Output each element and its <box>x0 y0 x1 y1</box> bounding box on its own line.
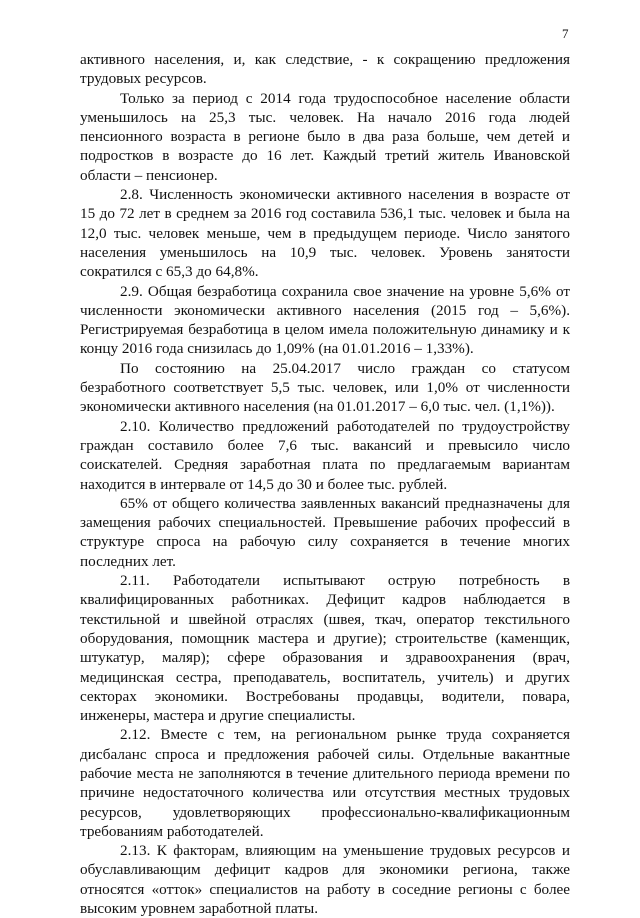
paragraph-2-10: 2.10. Количество предложений работодателей по трудоустройству граждан составило более 7,6 тыс. вакансий и превысило число соискателей. Средняя заработная плата по предлагаемым вариантам находится в интервале от 14,5 до 30 и более тыс. рублей. <box>80 417 570 493</box>
paragraph-population-decline: Только за период с 2014 года трудоспособное население области уменьшилось на 25,3 тыс. человек. На начало 2016 года людей пенсионного возраста в регионе было в два раза больше, чем детей и подростков в возрасте до 16 лет. Каждый третий житель Ивановской области – пенсионер. <box>80 89 570 184</box>
paragraph-2-8: 2.8. Численность экономически активного населения в возрасте от 15 до 72 лет в среднем за 2016 год составила 536,1 тыс. человек и была на 12,0 тыс. человек меньше, чем в предыдущем периоде. Число занятого населения уменьшилось на 10,9 тыс. человек. Уровень занятости сократился с 65,3 до 64,8%. <box>80 186 570 281</box>
document-body <box>80 50 570 918</box>
paragraph-unemployed-status: По состоянию на 25.04.2017 число граждан со статусом безработного соответствует 5,5 тыс. человек, или 1,0% от численности экономически активного населения (на 01.01.2017 – 6,0 тыс. чел. (1,1%)). <box>80 359 570 416</box>
paragraph-2-13: 2.13. К факторам, влияющим на уменьшение трудовых ресурсов и обуславливающим дефицит кадров для экономики региона, также относятся «отток» специалистов на работу в соседние регионы с более высоким уровнем заработной платы. <box>80 842 570 918</box>
page-number: 7 <box>562 26 569 41</box>
paragraph-continuation: активного населения, и, как следствие, - к сокращению предложения трудовых ресурсов. <box>80 51 570 88</box>
paragraph-2-12: 2.12. Вместе с тем, на региональном рынке труда сохраняется дисбаланс спроса и предложения рабочей силы. Отдельные вакантные рабочие места не заполняются в течение длительного периода времени по причине недостаточного количества или отсутствия местных трудовых ресурсов, удовлетворяющих профессионально-квалификационным требованиям работодателей. <box>80 726 570 840</box>
paragraph-vacancies-share: 65% от общего количества заявленных вакансий предназначены для замещения рабочих специальностей. Превышение рабочих профессий в структуре спроса на рабочую силу сохраняется в течение многих последних лет. <box>80 494 570 570</box>
paragraph-2-9: 2.9. Общая безработица сохранила свое значение на уровне 5,6% от численности экономически активного населения (2015 год – 5,6%). Регистрируемая безработица в целом имела положительную динамику и к концу 2016 года снизилась до 1,09% (на 01.01.2016 – 1,33%). <box>80 282 570 358</box>
paragraph-2-11: 2.11. Работодатели испытывают острую потребность в квалифицированных работниках. Дефицит кадров наблюдается в текстильной и швейной отраслях (швея, ткач, оператор текстильного оборудования, помощник мастера и другие); строительстве (каменщик, штукатур, маляр); сфере образования и здравоохранения (врач, медицинская сестра, преподаватель, воспитатель, учитель) и других секторах экономики. Востребованы продавцы, водители, повара, инженеры, мастера и другие специалисты. <box>80 572 570 725</box>
